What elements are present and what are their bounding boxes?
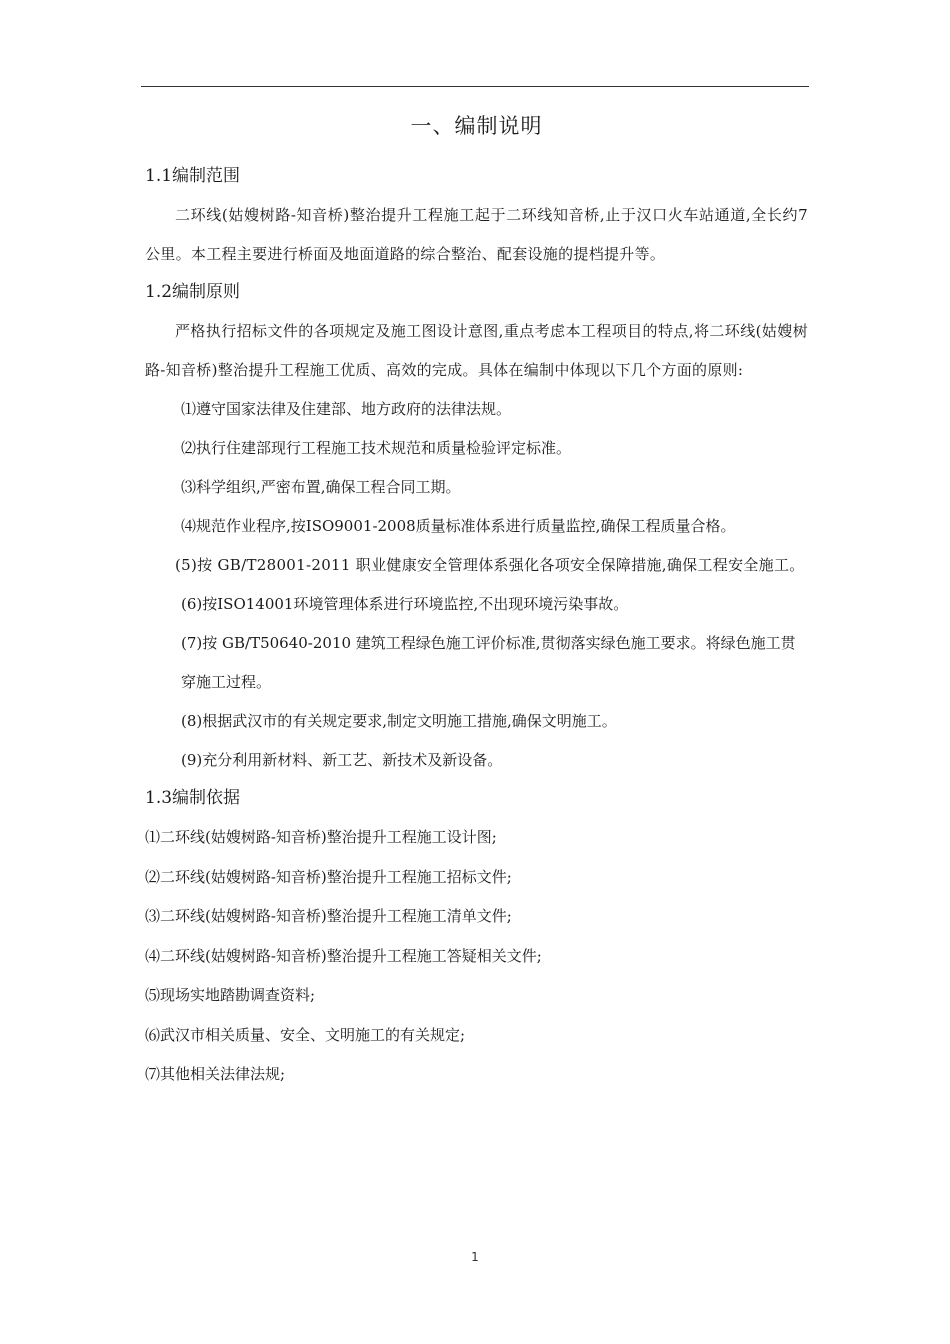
- basis-item-6: ⑹武汉市相关质量、安全、文明施工的有关规定;: [145, 1025, 466, 1044]
- section-1-1-text: 二环线(姑嫂树路-知音桥)整治提升工程施工起于二环线知音桥,止于汉口火车站通道,全长约7公里。本工程主要进行桥面及地面道路的综合整治、配套设施的提档提升等。: [145, 206, 808, 263]
- section-1-2-intro: 严格执行招标文件的各项规定及施工图设计意图,重点考虑本工程项目的特点,将二环线(姑嫂树路-知音桥)整治提升工程施工优质、高效的完成。具体在编制中体现以下几个方面的原则:: [145, 322, 808, 379]
- page-number: 1: [471, 1250, 479, 1264]
- page-content: [145, 108, 808, 1095]
- section-1-3-heading: 1.3编制依据: [145, 788, 241, 808]
- principle-item-4: ⑷规范作业程序,按ISO9001-2008质量标准体系进行质量监控,确保工程质量合格。: [181, 517, 736, 535]
- principle-item-8: (8)根据武汉市的有关规定要求,制定文明施工措施,确保文明施工。: [181, 712, 617, 730]
- principle-item-5: (5)按 GB/T28001-2011 职业健康安全管理体系强化各项安全保障措施,确保工程安全施工。: [175, 556, 805, 574]
- principle-item-9: (9)充分利用新材料、新工艺、新技术及新设备。: [181, 751, 503, 769]
- basis-item-7: ⑺其他相关法律法规;: [145, 1065, 286, 1083]
- principle-item-7: (7)按 GB/T50640-2010 建筑工程绿色施工评价标准,贯彻落实绿色施工要求。将绿色施工贯穿施工过程。: [181, 634, 796, 691]
- header-rule: [141, 86, 809, 87]
- section-1-1-heading: 1.1编制范围: [145, 166, 241, 186]
- basis-item-3: ⑶二环线(姑嫂树路-知音桥)整治提升工程施工清单文件;: [145, 907, 512, 925]
- principle-item-3: ⑶科学组织,严密布置,确保工程合同工期。: [181, 478, 461, 496]
- principle-item-2: ⑵执行住建部现行工程施工技术规范和质量检验评定标准。: [181, 439, 572, 457]
- basis-item-1: ⑴二环线(姑嫂树路-知音桥)整治提升工程施工设计图;: [145, 828, 497, 846]
- section-1-2-heading: 1.2编制原则: [145, 282, 241, 302]
- basis-item-4: ⑷二环线(姑嫂树路-知音桥)整治提升工程施工答疑相关文件;: [145, 946, 542, 965]
- basis-item-2: ⑵二环线(姑嫂树路-知音桥)整治提升工程施工招标文件;: [145, 867, 512, 886]
- basis-item-5: ⑸现场实地踏勘调查资料;: [145, 986, 316, 1004]
- principle-item-1: ⑴遵守国家法律及住建部、地方政府的法律法规。: [181, 400, 512, 418]
- principle-item-6: (6)按ISO14001环境管理体系进行环境监控,不出现环境污染事故。: [181, 595, 629, 613]
- page-title: 一、编制说明: [410, 114, 543, 138]
